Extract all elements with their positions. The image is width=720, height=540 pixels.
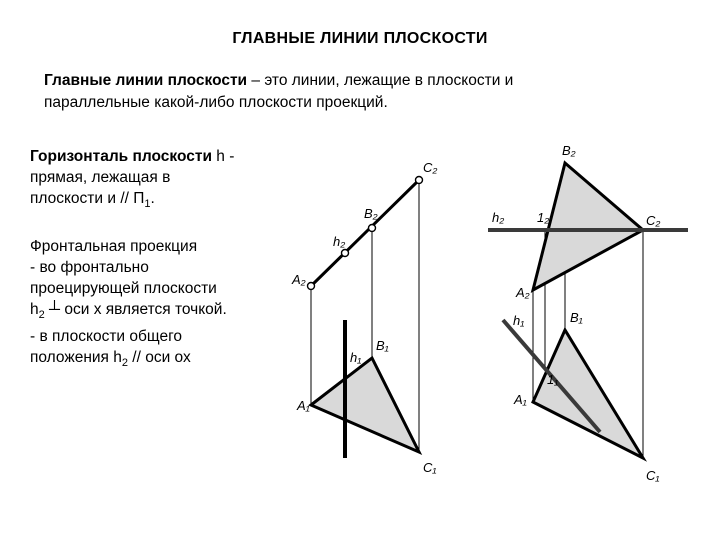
right-label-11: 1₁ — [547, 372, 559, 387]
left-point-a2 — [308, 283, 315, 290]
right-label-a2: A₂ — [516, 285, 530, 300]
left-point-b2 — [369, 225, 376, 232]
horizontal-symbol: h - — [211, 148, 235, 165]
right-triangle-horizontal — [533, 330, 643, 458]
definition-text-2: параллельные какой-либо плоскости проекций. — [44, 94, 388, 111]
right-label-a1: A₁ — [514, 392, 527, 407]
right-label-12: 1₂ — [537, 210, 550, 225]
right-label-b1: B₁ — [570, 310, 583, 325]
right-label-b2: B₂ — [562, 143, 576, 158]
left-label-a1: A₁ — [297, 398, 310, 413]
definition-dash: – — [247, 72, 265, 89]
left-point-h2 — [342, 250, 349, 257]
frontal-line-4-sub: 2 — [38, 309, 45, 322]
definition-text-1: это линии, лежащие в плоскости и — [264, 72, 514, 89]
right-label-c1: C₁ — [646, 468, 660, 483]
frontal-line-6-sub: 2 — [121, 357, 128, 370]
frontal-line-4-suffix: оси х является точкой. — [64, 301, 227, 319]
definition-term: Главные линии плоскости — [44, 72, 248, 89]
frontal-line-5: - в плоскости общего — [30, 328, 183, 346]
frontal-line-6-suffix: // оси ох — [128, 349, 191, 367]
left-point-c2 — [416, 177, 423, 184]
left-triangle-horizontal — [311, 358, 419, 452]
right-triangle-frontal — [533, 163, 643, 290]
left-label-h2: h₂ — [333, 234, 346, 249]
frontal-line-4-prefix: h — [30, 301, 39, 319]
right-label-h2: h₂ — [492, 210, 505, 225]
frontal-line-4-symbol: ┴ — [44, 301, 65, 319]
left-label-h1: h₁ — [350, 350, 362, 365]
left-label-c1: C₁ — [423, 460, 437, 475]
right-diagram — [488, 143, 688, 483]
horizontal-line-3-suffix: . — [150, 190, 155, 207]
horizontal-line-3-prefix: плоскости и // П — [30, 190, 145, 207]
horizontal-term: Горизонталь плоскости — [30, 148, 212, 165]
horizontal-definition-line-2: прямая, лежащая в — [30, 169, 171, 186]
right-label-c2: C₂ — [646, 213, 661, 228]
frontal-line-6-prefix: положения h — [30, 349, 122, 367]
left-label-c2: C₂ — [423, 160, 438, 175]
left-label-b1: B₁ — [376, 338, 389, 353]
right-label-h1: h₁ — [513, 313, 525, 328]
left-diagram — [291, 160, 437, 475]
frontal-line-3: проецирующей плоскости — [30, 280, 217, 298]
left-label-b2: B₂ — [364, 206, 378, 221]
left-label-a2: A₂ — [292, 272, 306, 287]
page-title: ГЛАВНЫЕ ЛИНИИ ПЛОСКОСТИ — [232, 30, 488, 47]
frontal-line-1: Фронтальная проекция — [30, 238, 198, 256]
horizontal-line-3-sub: 1 — [144, 198, 151, 211]
frontal-line-2: - во фронтально — [30, 259, 149, 277]
left-plane-frontal-line — [311, 180, 419, 286]
